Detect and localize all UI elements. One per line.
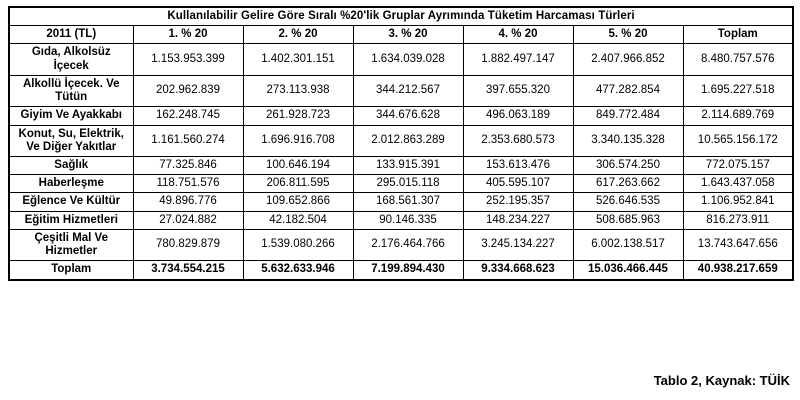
- row-label: Haberleşme: [9, 175, 133, 193]
- cell-value: 617.263.662: [573, 175, 683, 193]
- cell-value: 526.646.535: [573, 193, 683, 211]
- cell-value: 252.195.357: [463, 193, 573, 211]
- cell-value: 206.811.595: [243, 175, 353, 193]
- cell-value: 6.002.138.517: [573, 229, 683, 260]
- cell-value: 118.751.576: [133, 175, 243, 193]
- cell-value: 2.114.689.769: [683, 107, 793, 125]
- column-header-q2: 2. % 20: [243, 26, 353, 44]
- cell-value: 42.182.504: [243, 211, 353, 229]
- cell-value: 295.015.118: [353, 175, 463, 193]
- cell-value: 780.829.879: [133, 229, 243, 260]
- cell-value: 162.248.745: [133, 107, 243, 125]
- cell-value-total: 7.199.894.430: [353, 261, 463, 280]
- cell-value: 849.772.484: [573, 107, 683, 125]
- cell-value: 10.565.156.172: [683, 125, 793, 156]
- cell-value: 1.634.039.028: [353, 44, 463, 75]
- cell-value: 3.340.135.328: [573, 125, 683, 156]
- cell-value: 133.915.391: [353, 156, 463, 174]
- table-row: [9, 211, 793, 229]
- table-caption: Tablo 2, Kaynak: TÜİK: [653, 373, 790, 388]
- cell-value-total: 40.938.217.659: [683, 261, 793, 280]
- column-header-q5: 5. % 20: [573, 26, 683, 44]
- table-row: [9, 193, 793, 211]
- cell-value-total: 3.734.554.215: [133, 261, 243, 280]
- cell-value: 1.695.227.518: [683, 75, 793, 106]
- cell-value: 344.212.567: [353, 75, 463, 106]
- cell-value: 344.676.628: [353, 107, 463, 125]
- cell-value: 1.696.916.708: [243, 125, 353, 156]
- cell-value: 1.402.301.151: [243, 44, 353, 75]
- table-row: [9, 229, 793, 260]
- cell-value: 27.024.882: [133, 211, 243, 229]
- cell-value: 772.075.157: [683, 156, 793, 174]
- cell-value: 1.106.952.841: [683, 193, 793, 211]
- table-row: [9, 156, 793, 174]
- column-header-q4: 4. % 20: [463, 26, 573, 44]
- cell-value: 397.655.320: [463, 75, 573, 106]
- table-header-row: [9, 26, 793, 44]
- table-head: [9, 7, 793, 44]
- cell-value: 168.561.307: [353, 193, 463, 211]
- cell-value: 90.146.335: [353, 211, 463, 229]
- cell-value: 2.012.863.289: [353, 125, 463, 156]
- cell-value: 816.273.911: [683, 211, 793, 229]
- cell-value: 477.282.854: [573, 75, 683, 106]
- cell-value: 261.928.723: [243, 107, 353, 125]
- column-header-total: Toplam: [683, 26, 793, 44]
- table-row: [9, 44, 793, 75]
- cell-value: 405.595.107: [463, 175, 573, 193]
- table-row: [9, 125, 793, 156]
- row-label: Eğitim Hizmetleri: [9, 211, 133, 229]
- row-label: Gıda, Alkolsüz İçecek: [9, 44, 133, 75]
- table-total-row: [9, 261, 793, 280]
- cell-value-total: 9.334.668.623: [463, 261, 573, 280]
- column-header-q1: 1. % 20: [133, 26, 243, 44]
- row-label: Eğlence Ve Kültür: [9, 193, 133, 211]
- row-label: Sağlık: [9, 156, 133, 174]
- table-row: [9, 75, 793, 106]
- row-label-total: Toplam: [9, 261, 133, 280]
- cell-value: 8.480.757.576: [683, 44, 793, 75]
- cell-value: 2.407.966.852: [573, 44, 683, 75]
- cell-value: 306.574.250: [573, 156, 683, 174]
- cell-value-total: 5.632.633.946: [243, 261, 353, 280]
- cell-value: 1.539.080.266: [243, 229, 353, 260]
- cell-value: 273.113.938: [243, 75, 353, 106]
- cell-value-total: 15.036.466.445: [573, 261, 683, 280]
- cell-value: 2.176.464.766: [353, 229, 463, 260]
- table-body: [9, 44, 793, 280]
- table-row: [9, 175, 793, 193]
- row-label: Giyim Ve Ayakkabı: [9, 107, 133, 125]
- cell-value: 1.161.560.274: [133, 125, 243, 156]
- cell-value: 109.652.866: [243, 193, 353, 211]
- column-header-label: 2011 (TL): [9, 26, 133, 44]
- cell-value: 202.962.839: [133, 75, 243, 106]
- column-header-q3: 3. % 20: [353, 26, 463, 44]
- cell-value: 1.153.953.399: [133, 44, 243, 75]
- cell-value: 49.896.776: [133, 193, 243, 211]
- cell-value: 1.643.437.058: [683, 175, 793, 193]
- cell-value: 148.234.227: [463, 211, 573, 229]
- cell-value: 100.646.194: [243, 156, 353, 174]
- cell-value: 77.325.846: [133, 156, 243, 174]
- cell-value: 13.743.647.656: [683, 229, 793, 260]
- cell-value: 153.613.476: [463, 156, 573, 174]
- row-label: Alkollü İçecek. Ve Tütün: [9, 75, 133, 106]
- table-title: Kullanılabilir Gelire Göre Sıralı %20'lik Gruplar Ayrımında Tüketim Harcaması Türleri: [9, 7, 793, 26]
- row-label: Çeşitli Mal Ve Hizmetler: [9, 229, 133, 260]
- cell-value: 496.063.189: [463, 107, 573, 125]
- cell-value: 1.882.497.147: [463, 44, 573, 75]
- cell-value: 3.245.134.227: [463, 229, 573, 260]
- row-label: Konut, Su, Elektrik, Ve Diğer Yakıtlar: [9, 125, 133, 156]
- consumption-expenditure-table: [8, 6, 794, 281]
- table-title-row: [9, 7, 793, 26]
- cell-value: 508.685.963: [573, 211, 683, 229]
- cell-value: 2.353.680.573: [463, 125, 573, 156]
- table-row: [9, 107, 793, 125]
